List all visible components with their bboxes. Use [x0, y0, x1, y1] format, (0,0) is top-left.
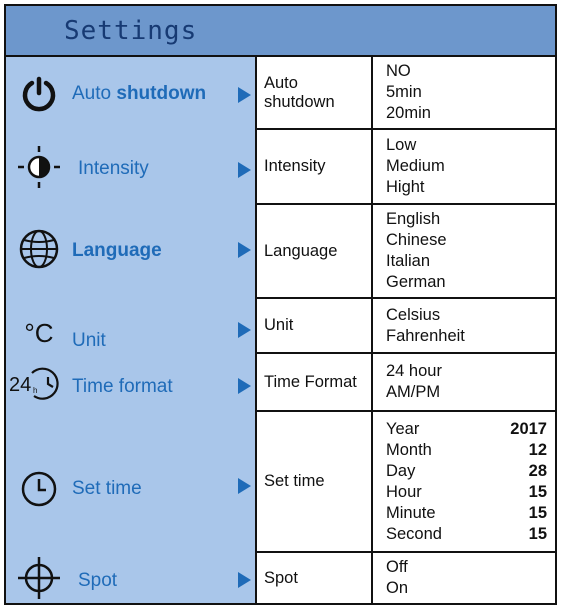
option[interactable]: Off: [386, 558, 408, 576]
settings-panel: [4, 4, 557, 605]
option[interactable]: Chinese: [386, 231, 447, 249]
option[interactable]: English: [386, 210, 441, 228]
row-options: [373, 299, 555, 352]
option[interactable]: Italian: [386, 252, 431, 270]
row-options: [373, 205, 555, 297]
row-options: [373, 130, 555, 203]
table-row-time-format: [257, 354, 555, 412]
brightness-icon: [16, 144, 62, 190]
title-bar: [6, 6, 555, 57]
sidebar-item-label: Language: [72, 240, 162, 261]
sidebar-item-unit[interactable]: [6, 298, 255, 354]
svg-text:24: 24: [9, 374, 32, 396]
time-field-second[interactable]: Second 15: [386, 524, 547, 543]
svg-text:h: h: [33, 386, 38, 395]
table-row-auto-shutdown: [257, 57, 555, 130]
table-row-set-time: [257, 412, 555, 553]
row-name: Intensity: [257, 130, 373, 203]
sidebar-item-auto-shutdown[interactable]: [6, 57, 255, 129]
option[interactable]: 5min: [386, 83, 422, 101]
sidebar-item-intensity[interactable]: [6, 129, 255, 205]
time-field-hour[interactable]: Hour 15: [386, 482, 547, 501]
option[interactable]: 20min: [386, 104, 431, 122]
celsius-icon: °C: [24, 317, 54, 348]
sidebar-item-time-format[interactable]: [6, 354, 255, 412]
power-icon: [16, 71, 62, 117]
row-options: [373, 412, 555, 551]
sidebar-item-label: Intensity: [78, 158, 149, 179]
row-name: Language: [257, 205, 373, 297]
crosshair-icon: [16, 555, 62, 601]
arrow-right-icon: [238, 162, 251, 178]
settings-sidebar: [6, 57, 257, 603]
clock-24h-icon: [8, 360, 66, 406]
option[interactable]: 24 hour: [386, 362, 442, 380]
sidebar-item-spot[interactable]: [6, 553, 255, 603]
sidebar-item-label: Spot: [78, 570, 118, 591]
settings-table: [257, 57, 555, 603]
option[interactable]: Fahrenheit: [386, 326, 465, 345]
option[interactable]: On: [386, 579, 409, 597]
time-field-minute[interactable]: Minute 15: [386, 503, 547, 522]
time-field-day[interactable]: Day 28: [386, 461, 547, 480]
clock-icon: [16, 466, 62, 512]
row-name: Auto shutdown: [257, 57, 373, 128]
option[interactable]: AM/PM: [386, 383, 441, 401]
table-row-unit: [257, 299, 555, 354]
sidebar-item-language[interactable]: [6, 205, 255, 298]
time-field-month[interactable]: Month 12: [386, 440, 547, 459]
option[interactable]: NO: [386, 62, 411, 80]
arrow-right-icon: [238, 378, 251, 394]
option[interactable]: Medium: [386, 157, 445, 175]
row-options: [373, 57, 555, 128]
page-title: Settings: [64, 16, 198, 46]
time-field-year[interactable]: Year 2017: [386, 419, 547, 438]
row-options: [373, 354, 555, 410]
arrow-right-icon: [238, 322, 251, 338]
globe-icon: [16, 226, 62, 272]
sidebar-item-set-time[interactable]: [6, 412, 255, 553]
table-row-spot: [257, 553, 555, 603]
sidebar-item-label: Auto shutdown: [72, 83, 207, 104]
sidebar-item-label: Unit: [72, 330, 106, 351]
sidebar-item-label: Time format: [72, 376, 173, 397]
option[interactable]: Hight: [386, 178, 425, 196]
row-name: Time Format: [257, 354, 373, 410]
option[interactable]: Low: [386, 136, 417, 154]
arrow-right-icon: [238, 87, 251, 103]
row-name: Unit: [257, 299, 373, 352]
row-name: Spot: [257, 553, 373, 603]
option[interactable]: Celsius: [386, 305, 441, 324]
arrow-right-icon: [238, 242, 251, 258]
arrow-right-icon: [238, 478, 251, 494]
row-name: Set time: [257, 412, 373, 551]
row-options: [373, 553, 555, 603]
table-row-intensity: [257, 130, 555, 205]
table-row-language: [257, 205, 555, 299]
option[interactable]: German: [386, 273, 446, 291]
arrow-right-icon: [238, 572, 251, 588]
sidebar-item-label: Set time: [72, 478, 142, 499]
